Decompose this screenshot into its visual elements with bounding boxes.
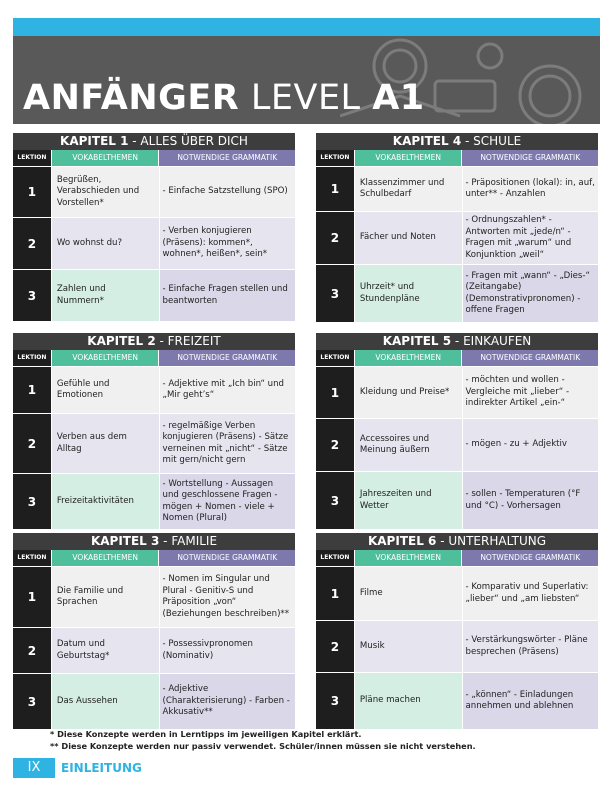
col-grammatik: NOTWENDIGE GRAMMATIK (159, 550, 295, 566)
lesson-number: 1 (13, 567, 51, 627)
grammar-cell: - regelmäßige Verben konjugieren (Präsens) - Sätze verneinen mit „nicht“ - Sätze mit gern/nicht gern (160, 414, 296, 473)
table-row (316, 264, 598, 322)
column-header-row (316, 150, 598, 166)
table-row (13, 566, 295, 627)
grammar-cell: - mögen - zu + Adjektiv (463, 419, 599, 471)
col-grammatik: NOTWENDIGE GRAMMATIK (462, 150, 598, 166)
vocab-cell: Musik (355, 621, 462, 672)
column-header-row (316, 350, 598, 366)
table-row (316, 366, 598, 418)
table-row (316, 166, 598, 211)
column-header-row (13, 150, 295, 166)
chapter-title: KAPITEL 6 - UNTERHALTUNG (316, 533, 598, 550)
lesson-number: 1 (13, 167, 51, 217)
lesson-number: 2 (13, 218, 51, 269)
col-lektion: LEKTION (13, 350, 51, 366)
grammar-cell: - sollen - Temperaturen (°F und °C) - Vorhersagen (463, 472, 599, 529)
lesson-number: 3 (316, 673, 354, 729)
table-row (316, 211, 598, 264)
table-row (316, 418, 598, 471)
chapter-5-table (316, 333, 598, 529)
grammar-cell: - Wortstellung - Aussagen und geschlossene Fragen - mögen + Nomen - viele + Nomen (Plural) (160, 474, 296, 529)
lesson-number: 3 (316, 265, 354, 322)
col-grammatik: NOTWENDIGE GRAMMATIK (462, 350, 598, 366)
chapter-title: KAPITEL 1 - ALLES ÜBER DICH (13, 133, 295, 150)
grammar-cell: - möchten und wollen - Vergleiche mit „lieber“ - indirekter Artikel „ein-“ (463, 367, 599, 418)
col-lektion: LEKTION (316, 550, 354, 566)
lesson-number: 3 (316, 472, 354, 529)
col-vokabel: VOKABELTHEMEN (355, 350, 462, 366)
col-grammatik: NOTWENDIGE GRAMMATIK (159, 150, 295, 166)
vocab-cell: Filme (355, 567, 462, 620)
footnote-1: * Diese Konzepte werden in Lerntipps im jeweiligen Kapitel erklärt. (50, 729, 362, 739)
vocab-cell: Die Familie und Sprachen (52, 567, 159, 627)
chapter-title: KAPITEL 3 - FAMILIE (13, 533, 295, 550)
lesson-number: 2 (13, 628, 51, 673)
lesson-number: 2 (316, 419, 354, 471)
footnotes (50, 728, 476, 752)
col-vokabel: VOKABELTHEMEN (355, 550, 462, 566)
top-accent-bar (13, 18, 600, 36)
table-row (316, 566, 598, 620)
vocab-cell: Wo wohnst du? (52, 218, 159, 269)
lesson-number: 2 (316, 212, 354, 264)
lesson-number: 3 (13, 474, 51, 529)
table-row (13, 413, 295, 473)
vocab-cell: Zahlen und Nummern* (52, 270, 159, 321)
grammar-cell: - Fragen mit „wann“ - „Dies-“ (Zeitangabe) (Demonstrativpronomen) - offene Fragen (463, 265, 599, 322)
column-header-row (316, 550, 598, 566)
table-row (316, 471, 598, 529)
vocab-cell: Das Aussehen (52, 674, 159, 729)
lesson-number: 1 (316, 367, 354, 418)
chapter-title: KAPITEL 4 - SCHULE (316, 133, 598, 150)
lesson-number: 3 (13, 270, 51, 321)
lesson-number: 2 (13, 414, 51, 473)
table-row (13, 673, 295, 729)
vocab-cell: Fächer und Noten (355, 212, 462, 264)
grammar-cell: - Verben konjugieren (Präsens): kommen*, wohnen*, heißen*, sein* (160, 218, 296, 269)
vocab-cell: Gefühle und Emotionen (52, 367, 159, 413)
col-grammatik: NOTWENDIGE GRAMMATIK (462, 550, 598, 566)
col-vokabel: VOKABELTHEMEN (52, 550, 159, 566)
chapter-title: KAPITEL 2 - FREIZEIT (13, 333, 295, 350)
col-lektion: LEKTION (316, 150, 354, 166)
page-footer (13, 758, 600, 778)
grammar-cell: - Einfache Fragen stellen und beantworten (160, 270, 296, 321)
chapter-1-table (13, 133, 295, 321)
col-vokabel: VOKABELTHEMEN (52, 350, 159, 366)
column-header-row (13, 350, 295, 366)
grammar-cell: - „können“ - Einladungen annehmen und ablehnen (463, 673, 599, 729)
grammar-cell: - Nomen im Singular und Plural - Genitiv-S und Präposition „von“ (Beziehungen beschreiben)** (160, 567, 296, 627)
table-row (13, 473, 295, 529)
chapter-title: KAPITEL 5 - EINKAUFEN (316, 333, 598, 350)
vocab-cell: Jahreszeiten und Wetter (355, 472, 462, 529)
vocab-cell: Kleidung und Preise* (355, 367, 462, 418)
grammar-cell: - Adjektive (Charakterisierung) - Farben - Akkusativ** (160, 674, 296, 729)
table-row (13, 627, 295, 673)
footnote-2: ** Diese Konzepte werden nur passiv verwendet. Schüler/innen müssen sie nicht verstehen. (50, 741, 476, 751)
col-lektion: LEKTION (13, 150, 51, 166)
grammar-cell: - Adjektive mit „Ich bin“ und „Mir geht’s“ (160, 367, 296, 413)
lesson-number: 1 (316, 167, 354, 211)
section-label: EINLEITUNG (61, 761, 142, 775)
vocab-cell: Freizeitaktivitäten (52, 474, 159, 529)
table-row (316, 672, 598, 729)
vocab-cell: Pläne machen (355, 673, 462, 729)
col-lektion: LEKTION (316, 350, 354, 366)
lesson-number: 2 (316, 621, 354, 672)
page-title: ANFÄNGER LEVEL A1 (23, 78, 425, 118)
header-band (13, 36, 600, 124)
col-vokabel: VOKABELTHEMEN (355, 150, 462, 166)
page-number: IX (13, 758, 55, 778)
table-row (13, 217, 295, 269)
chapter-2-table (13, 333, 295, 529)
lesson-number: 1 (13, 367, 51, 413)
vocab-cell: Datum und Geburtstag* (52, 628, 159, 673)
chapter-6-table (316, 533, 598, 729)
grammar-cell: - Komparativ und Superlativ: „lieber“ und „am liebsten“ (463, 567, 599, 620)
table-row (13, 366, 295, 413)
grammar-cell: - Präpositionen (lokal): in, auf, unter** - Anzahlen (463, 167, 599, 211)
grammar-cell: - Possessivpronomen (Nominativ) (160, 628, 296, 673)
table-row (13, 269, 295, 321)
vocab-cell: Verben aus dem Alltag (52, 414, 159, 473)
vocab-cell: Accessoires und Meinung äußern (355, 419, 462, 471)
col-vokabel: VOKABELTHEMEN (52, 150, 159, 166)
lesson-number: 3 (13, 674, 51, 729)
table-row (13, 166, 295, 217)
vocab-cell: Begrüßen, Verabschieden und Vorstellen* (52, 167, 159, 217)
vocab-cell: Uhrzeit* und Stundenpläne (355, 265, 462, 322)
chapter-4-table (316, 133, 598, 322)
col-grammatik: NOTWENDIGE GRAMMATIK (159, 350, 295, 366)
grammar-cell: - Ordnungszahlen* - Antworten mit „jede/n“ - Fragen mit „warum“ und Konjunktion „weil“ (463, 212, 599, 264)
column-header-row (13, 550, 295, 566)
grammar-cell: - Verstärkungswörter - Pläne besprechen (Präsens) (463, 621, 599, 672)
lesson-number: 1 (316, 567, 354, 620)
table-row (316, 620, 598, 672)
grammar-cell: - Einfache Satzstellung (SPO) (160, 167, 296, 217)
col-lektion: LEKTION (13, 550, 51, 566)
chapter-3-table (13, 533, 295, 729)
vocab-cell: Klassenzimmer und Schulbedarf (355, 167, 462, 211)
